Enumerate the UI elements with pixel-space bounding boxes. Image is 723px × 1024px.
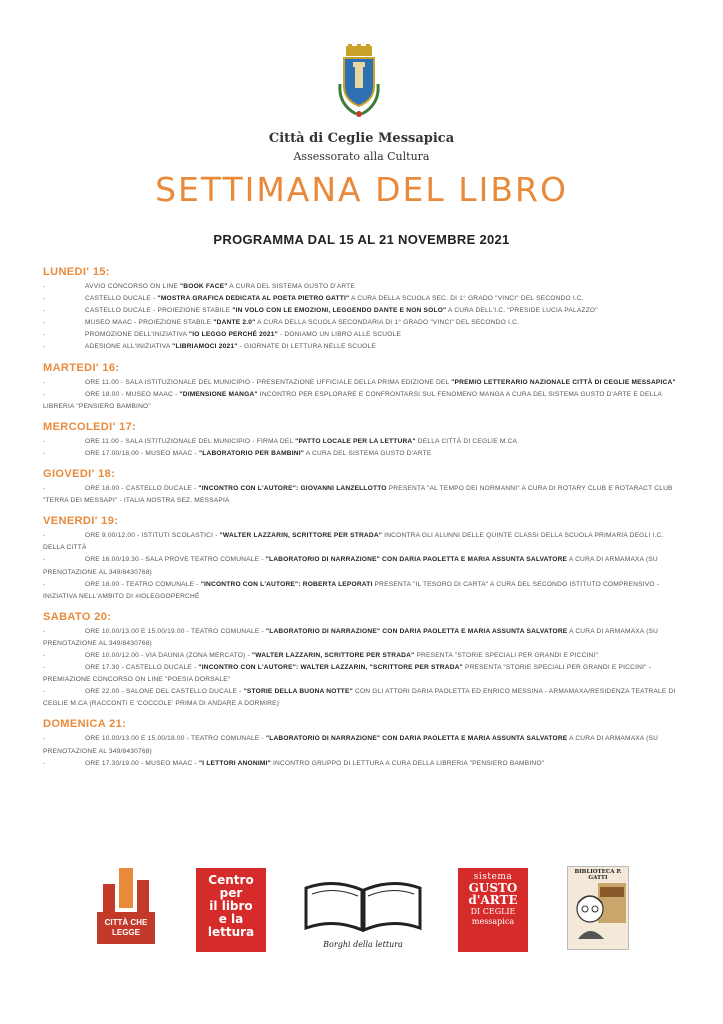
entry-highlight: "LIBRIAMOCI 2021" [172,343,238,351]
entry-text: CASTELLO DUCALE - PROIEZIONE STABILE [85,307,233,315]
program-entry [43,530,683,554]
day-title: LUNEDI' 15: [43,266,110,278]
program-subtitle: PROGRAMMA DAL 15 AL 21 NOVEMBRE 2021 [213,232,510,247]
citta-che-legge-label: CITTÀ CHE LEGGE [104,918,148,937]
day-title: MERCOLEDI' 17: [43,420,137,433]
program-entry [43,341,683,353]
bullet-dash: - [43,688,46,696]
entry-highlight: "IN VOLO CON LE EMOZIONI, LEGGENDO DANTE E NON SOLO" [232,307,447,315]
entry-text: INCONTRA GLI ALUNNI DELLE QUINTE CLASSI DELLA SCUOLA PRIMARIA DEGLI I.C. DELLA CITTÀ [43,532,664,552]
entry-highlight: "WALTER LAZZARIN, SCRITTORE PER STRADA" [251,651,415,659]
entry-text: MUSEO MAAC - PROIEZIONE STABILE [85,319,214,327]
centro-libro-line-2: per [219,886,243,900]
day-section [43,611,683,711]
entry-text: ORE 11.00 - SALA ISTITUZIONALE DEL MUNICIPIO - PRESENTAZIONE UFFICIALE DELLA PRIMA EDIZIONE DEL [85,378,452,386]
biblioteca-label: BIBLIOTECA P. GATTI [574,869,622,881]
bullet-dash: - [43,449,46,457]
program-entry [43,293,683,305]
entry-text: ORE 18.00 - CASTELLO DUCALE - [85,485,199,493]
bullet-dash: - [43,295,46,303]
bullet-dash: - [43,556,46,564]
entry-highlight: "INCONTRO CON L'AUTORE": ROBERTA LEPORATI [200,580,373,588]
program-entry [43,317,683,329]
entry-text: ORE 9.00/12.00 - ISTITUTI SCOLASTICI - [85,532,220,540]
entry-text: A CURA DEL SISTEMA GUSTO D'ARTE [227,283,355,290]
gusto-line-arte: d'ARTE [468,893,518,907]
entry-text: A CURA DELL'I.C. "PRESIDE LUCIA PALAZZO" [446,307,598,315]
entry-text: ORE 22.00 - SALONE DEL CASTELLO DUCALE - [85,688,244,696]
day-section [43,515,683,603]
entry-text: ORE 17.30 - CASTELLO DUCALE - [85,664,199,672]
bullet-dash: - [43,378,46,386]
bullet-dash: - [43,532,46,540]
gusto-line-gusto: GUSTO [468,881,518,895]
entry-text: PRESENTA "STORIE SPECIALI PER GRANDI E PICCINI" [414,651,599,659]
entry-text: ORE 17.30/19.00 - MUSEO MAAC - [85,759,199,767]
bullet-dash: - [43,307,46,315]
program-entry [43,733,683,757]
program-entry [43,377,683,389]
entry-highlight: "LABORATORIO DI NARRAZIONE" CON DARIA PAOLETTA E MARIA ASSUNTA SALVATORE [265,735,568,743]
bullet-dash: - [43,664,46,672]
entry-text: PRESENTA "STORIE SPECIALI PER GRANDI E PICCINI" - PREMIAZIONE CONCORSO ON LINE "POESIA DORSALE" [43,664,652,684]
entry-text: ORE 10.00/13.00 E 15.00/19.00 - TEATRO COMUNALE - [85,627,266,635]
bullet-dash: - [43,759,46,767]
gusto-line-sistema: sistema [473,872,513,882]
entry-text: ADESIONE ALL'INIZIATIVA [85,343,173,351]
day-title: SABATO 20: [43,610,112,623]
entry-text: ORE 10.00/13.00 E 15.00/18.00 - TEATRO COMUNALE - [85,735,266,743]
entry-highlight: "LABORATORIO DI NARRAZIONE" CON DARIA PAOLETTA E MARIA ASSUNTA SALVATORE [265,556,568,564]
bullet-dash: - [43,390,46,398]
entry-text: A CURA DEL SISTEMA GUSTO D'ARTE [304,449,432,457]
gusto-line-ceglie: DI CEGLIE [470,907,516,916]
entry-highlight: "IO LEGGO PERCHÉ 2021" [188,331,278,339]
entry-text: DELLA CITTÀ DI CEGLIE M.CA [415,437,518,445]
entry-highlight: "STORIE DELLA BUONA NOTTE" [243,688,353,696]
entry-text: INCONTRO PER ESPLORARE E CONFRONTARSI SUL FENOMENO MANGA A CURA DEL SISTEMA GUSTO D'ARTE E DELLA LIBRERIA "PENSIERO BAMBINO" [43,390,662,410]
program-entry [43,483,683,507]
entry-highlight: "PREMIO LETTERARIO NAZIONALE CITTÀ DI CEGLIE MESSAPICA" [451,378,676,386]
entry-highlight: "DIMENSIONE MANGA" [179,390,258,398]
entry-text: ORE 10.00/12.00 - VIA DAUNIA (ZONA MERCATO) - [85,651,252,659]
program-entry [43,650,683,662]
entry-text: - GIORNATE DI LETTURA NELLE SCUOLE [237,343,376,351]
day-section [43,718,683,769]
entry-text: ORE 17.00/18.00 - MUSEO MAAC - [85,449,199,457]
entry-highlight: "INCONTRO CON L'AUTORE": WALTER LAZZARIN, "SCRITTORE PER STRADA" [198,664,463,672]
program-entry [43,448,683,460]
city-crest-icon [334,44,384,120]
day-title: VENERDI' 19: [43,515,119,528]
entry-highlight: "WALTER LAZZARIN, SCRITTORE PER STRADA" [219,532,383,540]
centro-libro-line-5: lettura [207,925,255,939]
entry-text: ORE 16.00/19.30 - SALA PROVE TEATRO COMUNALE - [85,556,266,564]
entry-highlight: "INCONTRO CON L'AUTORE": GIOVANNI LANZELLOTTO [198,485,387,493]
entry-text: AVVIO CONCORSO ON LINE [85,283,180,290]
entry-highlight: "LABORATORIO PER BAMBINI" [198,449,305,457]
borghi-lettura-label: Borghi della lettura [323,940,403,949]
centro-libro-logo [196,868,266,952]
entry-text: ORE 18.00 - MUSEO MAAC - [85,390,180,398]
program-entry [43,389,683,413]
entry-text: PROMOZIONE DELL'INIZIATIVA [85,331,189,339]
entry-text: ORE 11.00 - SALA ISTITUZIONALE DEL MUNICIPIO - FIRMA DEL [85,437,296,445]
bullet-dash: - [43,437,46,445]
entry-highlight: "PATTO LOCALE PER LA LETTURA" [295,437,416,445]
poet-portrait-icon [568,879,628,949]
borghi-lettura-logo [298,874,428,949]
bullet-dash: - [43,651,46,659]
entry-highlight: "BOOK FACE" [179,283,228,290]
entry-text: A CURA DI ARMAMAXA (SU PRENOTAZIONE AL 349/8430768) [43,627,659,647]
program-entry [43,686,683,710]
program-entry [43,281,683,293]
bullet-dash: - [43,343,46,351]
bullet-dash: - [43,580,46,588]
program-entry [43,305,683,317]
entry-highlight: "I LETTORI ANONIMI" [198,759,271,767]
bullet-dash: - [43,485,46,493]
biblioteca-gatti-logo [567,866,629,950]
day-title: GIOVEDI' 18: [43,468,116,481]
bullet-dash: - [43,331,46,339]
day-title: MARTEDI' 16: [43,361,120,374]
entry-text: A CURA DELLA SCUOLA SEC. DI 1° GRADO "VINCI" DEL SECONDO I.C. [349,295,584,303]
program-entry [43,626,683,650]
gusto-arte-logo [458,868,528,952]
program-entry [43,662,683,686]
citta-che-legge-logo [95,866,157,948]
entry-text: A CURA DELLA SCUOLA SECONDARIA DI 1° GRADO "VINCI" DEL SECONDO I.C. [255,319,520,327]
page-title: SETTIMANA DEL LIBRO [155,170,568,209]
entry-text: A CURA DI ARMAMAXA (SU PRENOTAZIONE AL 349/8430768) [43,556,658,576]
entry-text: CON GLI ATTORI DARIA PAOLETTA ED ENRICO MESSINA - ARMAMAXA/RESIDENZA TEATRALE DI CEGLIE M.CA (RACCONTI E 'COCCOLE' PRIMA DI ANDARE A DORMIRE) [43,688,676,708]
program-entry [43,579,683,603]
gusto-line-messapica: messapica [471,917,515,926]
entry-text: INCONTRO GRUPPO DI LETTURA A CURA DELLA LIBRERIA "PENSIERO BAMBINO" [270,759,545,767]
day-section [43,421,683,460]
city-name: Città di Ceglie Messapica [268,131,455,146]
bullet-dash: - [43,319,46,327]
centro-libro-line-4: e la [218,912,244,926]
entry-highlight: "LABORATORIO DI NARRAZIONE" CON DARIA PAOLETTA E MARIA ASSUNTA SALVATORE [265,627,568,635]
program-entry [43,758,683,770]
department-name: Assessorato alla Cultura [293,150,430,163]
bullet-dash: - [43,283,46,290]
entry-text: A CURA DI ARMAMAXA (SU PRENOTAZIONE AL 349/8430768) [43,735,659,755]
entry-text: - DONIAMO UN LIBRO ALLE SCUOLE [277,331,402,339]
program-entry [43,554,683,578]
day-section [43,362,683,413]
entry-highlight: "DANTE 2.0" [213,319,256,327]
program-list [43,258,683,770]
day-section [43,266,683,354]
open-book-icon [298,874,428,936]
day-title: DOMENICA 21: [43,718,127,731]
bullet-dash: - [43,627,46,635]
entry-highlight: "MOSTRA GRAFICA DEDICATA AL POETA PIETRO GATTI" [157,295,350,303]
entry-text: ORE 18.00 - TEATRO COMUNALE - [85,580,201,588]
centro-libro-line-1: Centro [208,873,254,887]
entry-text: CASTELLO DUCALE - [85,295,158,303]
bullet-dash: - [43,735,46,743]
day-section [43,468,683,507]
entry-text: PRESENTA "AL TEMPO DEI NORMANNI" A CURA DI ROTARY CLUB E ROTARACT CLUB "TERRA DEI MESSAPI" - ITALIA NOSTRA SEZ. MESSAPIA [43,485,673,505]
partner-logos [0,866,723,956]
centro-libro-line-3: il libro [209,899,253,913]
program-entry [43,436,683,448]
program-entry [43,329,683,341]
entry-text: PRESENTA "IL TESORO DI CARTA" A CURA DEL SECONDO ISTITUTO COMPRENSIVO -INIZIATIVA NELL'AMBITO DI #IOLEGGOPERCHÉ [43,580,660,600]
